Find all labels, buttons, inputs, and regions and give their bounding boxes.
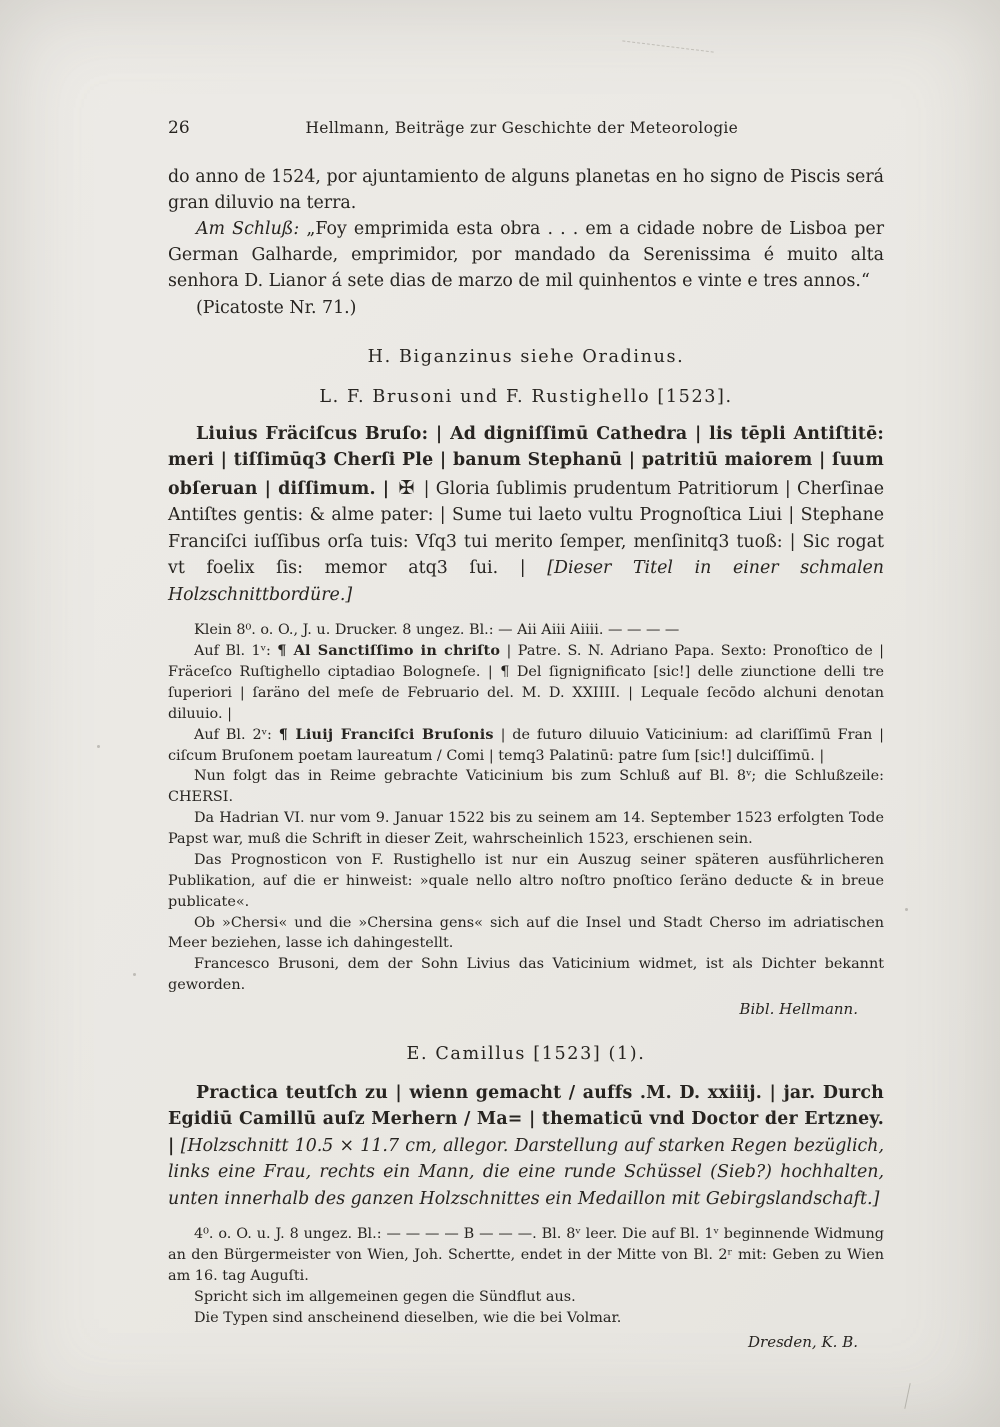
note-lead: Auf Bl. 1ᵛ: — [194, 643, 271, 660]
note-text: | Patre. S. N. Adriano Papa. Sexto: Pronoſtico de | Fräceſco Ruſtighello ciptadiao Bologneſe. | ¶ Del ſignignificato [sic!] delle ziunctione delli tre ſuperiori | ſaräno del meſe de Februario del. M. D. XXIIII. | Lequale ſecōdo alchuni denotan diluuio. | — [168, 643, 884, 722]
note-typen: Die Typen sind anscheinend dieselben, wie die bei Volmar. — [194, 1309, 622, 1326]
note-lead: Auf Bl. 2ᵛ: — [194, 726, 272, 743]
scan-speck — [905, 908, 908, 911]
paragraph-text: „Foy emprimida esta obra . . . em a cidade nobre de Lisboa per German Galharde, emprimidor, por mandado da Serenissima é muito alta senhora D. Lianor á sete dias de marzo de mil quinhentos e vinte e tres annos.“ — [168, 219, 885, 292]
note-hadrian: Da Hadrian VI. nur vom 9. Januar 1522 bis zu seinem am 14. September 1523 erfolgten Tode Papst war, muß die Schrift in dieser Zeit, wahrscheinlich 1523, erschienen sein. — [168, 810, 884, 847]
title-roman-text: | Gloria ſublimis prudentum Patritiorum | Cherſinae Antiſtes gentis: & alme pater: | Sume tui laeto vultu Prognoſtica Liui | Stephane Franciſci iuſſibus orſa tuis: Vſq3 tui merito ſemper, menſinitq3 tuoß: | Sic rogat vt foelix ſis: memor atq3 ſui. | — [168, 478, 884, 579]
note-vaticinium: Nun folgt das in Reime gebrachte Vaticinium bis zum Schluß auf Bl. 8ᵛ; die Schlußzeile: CHERSI. — [168, 768, 884, 806]
brusoni-title-transcription — [168, 421, 884, 609]
maltese-cross-glyph: ✠ — [398, 476, 415, 499]
page-number: 26 — [168, 118, 190, 138]
brusoni-bibliographic-notes — [168, 620, 884, 996]
title-fraktur-text: Liuius Fräciſcus Bruſo: | Ad digniſſimū Cathedra | lis tēpli Antiſtitē: meri | tiſſimūq3 Cherſi Ple | banum Stephanū | patritiū maiorem | ſuum obſeruan | diſſimum. | — [168, 423, 884, 499]
note-fraktur-text: ¶ Al Sanctiſſimo in chriſto — [277, 642, 501, 660]
running-title: Hellmann, Beiträge zur Geschichte der Meteorologie — [305, 119, 739, 137]
title-fraktur-text: Practica teutſch zu | wienn gemacht / auffs .M. D. xxiiij. | jar. Durch Egidiū Camillū auſz Merhern / Ma= | thematicū vnd Doctor der Ertzney. | — [168, 1083, 884, 1156]
note-chersi: Ob »Chersi« und die »Chersina gens« sich auf die Insel und Stadt Cherso im adriatischen Meer beziehen, lasse ich dahingestellt. — [168, 914, 884, 952]
collation-line: Klein 8⁰. o. O., J. u. Drucker. 8 ungez. Bl.: — Aii Aiii Aiiii. — — — — — [194, 622, 680, 639]
entry-heading-biganzinus: H. Biganzinus siehe Oradinus. — [367, 346, 685, 367]
collation-line: 4⁰. o. O. u. J. 8 ungez. Bl.: — — — — B — — —. Bl. 8ᵛ leer. Die auf Bl. 1ᵛ beginnende Widmung an den Bürgermeister von Wien, Joh. Schertte, endet in der Mitte von Bl. 2ʳ mit: Geben zu Wien am 16. tag Auguſti. — [168, 1226, 884, 1285]
source-signature-dresden: Dresden, K. B. — [748, 1332, 858, 1351]
scan-speck — [133, 973, 136, 976]
scan-speck — [97, 745, 100, 748]
page-header — [168, 118, 884, 138]
camillus-title-transcription — [168, 1080, 884, 1212]
text-column — [168, 118, 884, 1351]
paragraph-continuation: do anno de 1524, por ajuntamiento de alguns planetas en ho signo de Piscis será gran diluvio na terra. — [168, 167, 884, 214]
camillus-bibliographic-notes — [168, 1224, 884, 1328]
note-prognosticon: Das Prognosticon von F. Rustighello ist nur ein Auszug seiner späteren ausführlicheren Publikation, auf die er hinweist: »quale nello altro noſtro pnoſtico ſeräno deducte & in breue publicate«. — [168, 851, 884, 910]
note-suendflut: Spricht sich im allgemeinen gegen die Sündflut aus. — [194, 1288, 576, 1305]
note-text: | de futuro diluuio Vaticinium: ad clariſſimū Fran | ciſcum Bruſonem poetam laureatum / Comi | temq3 Palatinū: patre ſum [sic!] dulciſſimū. | — [168, 726, 885, 764]
note-fraktur-text: ¶ Liuij Franciſci Bruſonis — [278, 725, 494, 743]
source-signature-bibl-hellmann: Bibl. Hellmann. — [739, 1000, 858, 1018]
entry-heading-camillus: E. Camillus [1523] (1). — [406, 1044, 646, 1064]
paragraph-picatoste: (Picatoste Nr. 71.) — [196, 297, 357, 318]
entry-heading-brusoni: L. F. Brusoni und F. Rustighello [1523]. — [319, 386, 733, 407]
title-editorial-note: [Dieser Titel in einer schmalen Holzschnittbordüre.] — [168, 558, 885, 605]
scan-edge-mark — [904, 1383, 910, 1409]
paragraph-lead: Am Schluß: — [196, 219, 300, 240]
page-fold-mark — [622, 40, 713, 52]
paragraph-schluss — [168, 216, 884, 294]
note-brusoni-poet: Francesco Brusoni, dem der Sohn Livius das Vaticinium widmet, ist als Dichter bekannt geworden. — [168, 956, 884, 994]
note-bl2 — [168, 725, 884, 767]
note-bl1 — [168, 641, 884, 725]
title-editorial-note: [Holzschnitt 10.5 × 11.7 cm, allegor. Darstellung auf starken Regen bezüglich, links eine Frau, rechts ein Mann, die eine runde Schüssel (Sieb?) hochhalten, unten innerhalb des ganzen Holzschnittes ein Medaillon mit Gebirgslandschaft.] — [168, 1135, 884, 1209]
